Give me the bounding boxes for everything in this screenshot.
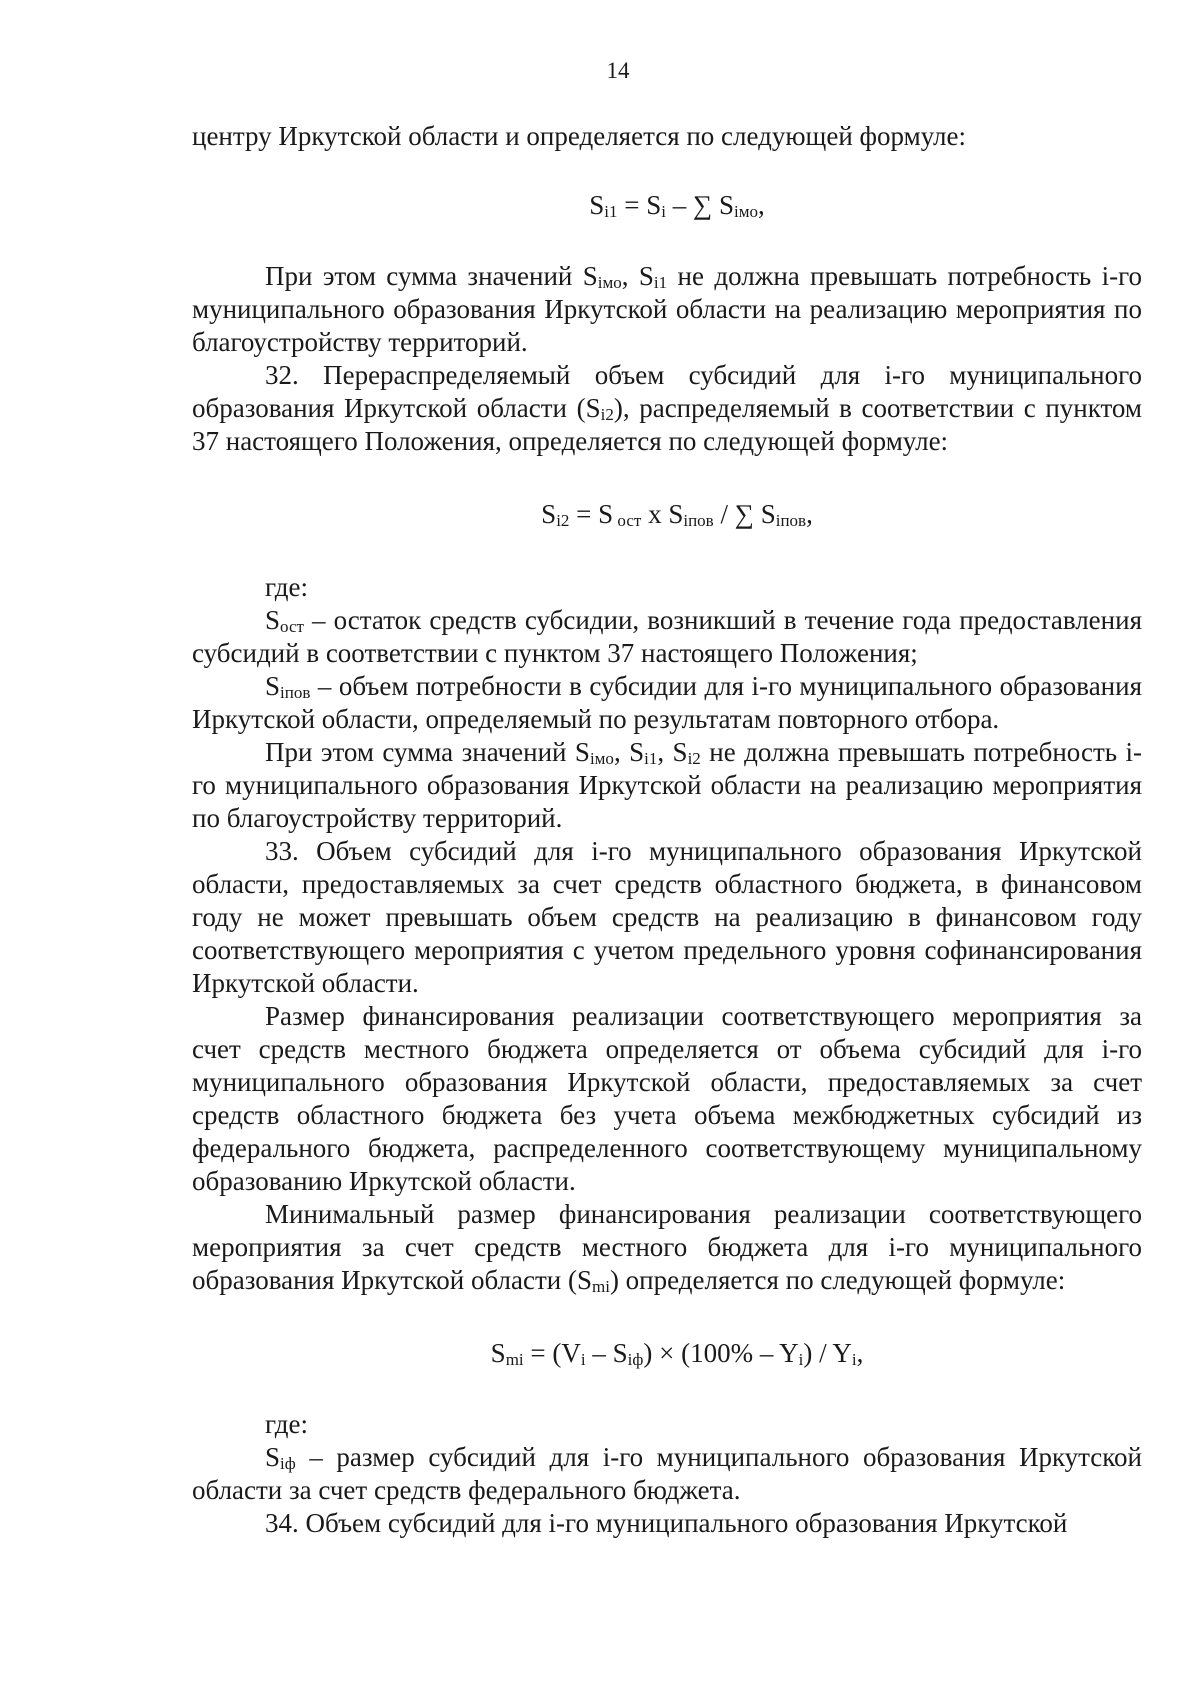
where-label-2: где: <box>265 1409 308 1439</box>
formula-smi: $S_{mi} = (V_i - S_{iф}) \times (100\% - Y_i) / Y_i$, <box>490 1338 864 1369</box>
where-label-1: где: <box>265 572 308 602</box>
paragraph-minimal-financing: Минимальный размер финансирования реализации соответствующего мероприятия за счет средств местного бюджета для i-го муниципального образования Иркутской области $(S_{mi})$ определяется по следующей формуле: <box>192 1199 1142 1296</box>
paragraph-intro: центру Иркутской области и определяется по следующей формуле: <box>192 121 966 151</box>
definition-s-ost: $S_{ост}$ – остаток средств субсидии, возникший в течение года предоставления субсидий в соответствии с пунктом 37 настоящего Положения; <box>192 605 1142 668</box>
definition-s-if: $S_{iф}$ – размер субсидий для i-го муниципального образования Иркутской области за счет средств федерального бюджета. <box>192 1442 1142 1505</box>
formula-si2: $S_{i2} = S$ $_{ост}$ х $S_{iпов}$ / ∑ $S_{iпов}$, <box>541 499 813 530</box>
document-body <box>192 120 1142 1540</box>
paragraph-32: 32. Перераспределяемый объем субсидий для i-го муниципального образования Иркутской области $(S_{i2})$, распределяемый в соответствии с пунктом 37 настоящего Положения, определяется по следующей формуле: <box>192 360 1142 456</box>
paragraph-34: 34. Объем субсидий для i-го муниципального образования Иркутской <box>265 1508 1068 1538</box>
page-number: 14 <box>606 58 630 83</box>
paragraph-33: 33. Объем субсидий для i-го муниципального образования Иркутской области, предоставляемых за счет средств областного бюджета, в финансовом году не может превышать объем средств на реализацию в финансовом году соответствующего мероприятия с учетом предельного уровня софинансирования Иркутской области. <box>192 836 1142 998</box>
paragraph-sum-limit-2: При этом сумма значений $S_{iмо}$, $S_{i1}$, $S_{i2}$ не должна превышать потребность i-го муниципального образования Иркутской области на реализацию мероприятия по благоустройству территорий. <box>192 737 1142 833</box>
paragraph-local-budget: Размер финансирования реализации соответствующего мероприятия за счет средств местного бюджета определяется от объема субсидий для i-го муниципального образования Иркутской области, предоставляемых за счет средств областного бюджета без учета объема межбюджетных субсидий из федерального бюджета, распределенного соответствующему муниципальному образованию Иркутской области. <box>192 1001 1142 1196</box>
definition-s-ipov: $S_{iпов}$ – объем потребности в субсидии для i-го муниципального образования Иркутской области, определяемый по результатам повторного отбора. <box>192 671 1142 734</box>
paragraph-sum-limit-1: При этом сумма значений $S_{iмо}$, $S_{i1}$ не должна превышать потребность i-го муниципального образования Иркутской области на реализацию мероприятия по благоустройству территорий. <box>192 261 1142 357</box>
formula-si1: $S_{i1} = S_i$ – ∑ $S_{iмо}$, <box>589 190 765 221</box>
